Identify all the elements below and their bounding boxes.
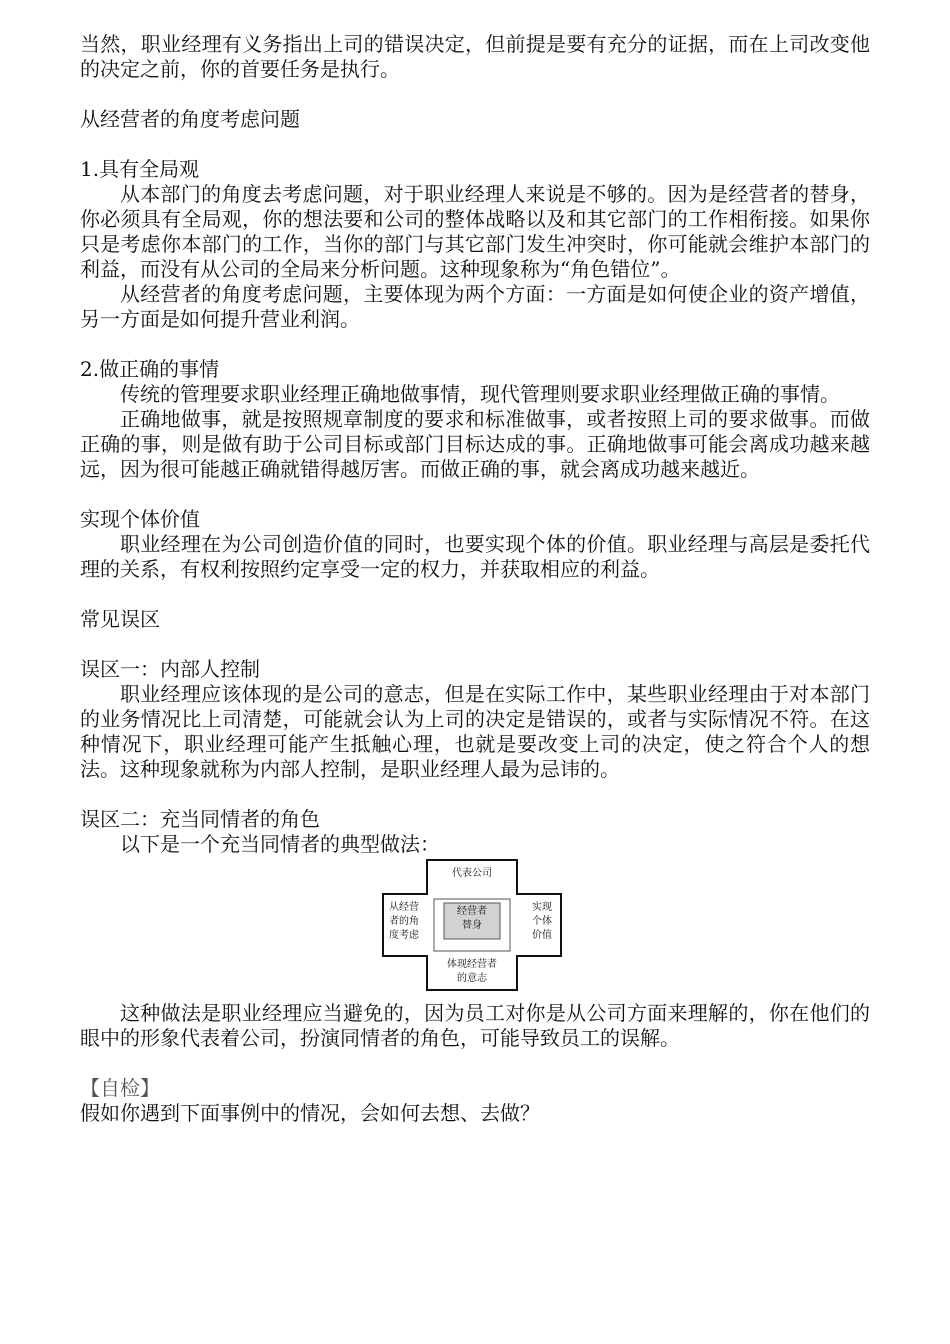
- selfcheck-question: 假如你遇到下面事例中的情况，会如何去想、去做？: [80, 1101, 540, 1125]
- heading-global-view: 1.具有全局观: [80, 157, 200, 181]
- heading-mistake-one: 误区一：内部人控制: [80, 657, 260, 681]
- document-page: [80, 32, 870, 1126]
- paragraph-execute-first: 当然，职业经理有义务指出上司的错误决定，但前提是要有充分的证据，而在上司改变他的决定之前，你的首要任务是执行。: [80, 32, 870, 81]
- paragraph-traditional-modern: 传统的管理要求职业经理正确地做事情，现代管理则要求职业经理做正确的事情。: [120, 382, 840, 406]
- diagram-top-label: 代表公司: [452, 868, 492, 879]
- diagram-left-label: 从经营 者的角 度考虑: [389, 902, 419, 941]
- paragraph-insider-control: 职业经理应该体现的是公司的意志，但是在实际工作中，某些职业经理由于对本部门的业务情况比上司清楚，可能就会认为上司的决定是错误的，或者与实际情况不符。在这种情况下，职业经理可能产生抵触心理，也就是要改变上司的决定，使之符合个人的想法。这种现象就称为内部人控制，是职业经理人最为忌讳的。: [80, 682, 870, 781]
- paragraph-asset-profit: 从经营者的角度考虑问题，主要体现为两个方面：一方面是如何使企业的资产增值，另一方面是如何提升营业利润。: [80, 282, 870, 331]
- paragraph-avoid-sympathizer: 这种做法是职业经理应当避免的，因为员工对你是从公司方面来理解的，你在他们的眼中的形象代表着公司，扮演同情者的角色，可能导致员工的误解。: [80, 1001, 870, 1050]
- paragraph-do-things-right: 正确地做事，就是按照规章制度的要求和标准做事，或者按照上司的要求做事。而做正确的事，则是做有助于公司目标或部门目标达成的事。正确地做事可能会离成功越来越远，因为很可能越正确就错得越厉害。而做正确的事，就会离成功越来越近。: [80, 407, 870, 481]
- paragraph-individual-value: 职业经理在为公司创造价值的同时，也要实现个体的价值。职业经理与高层是委托代理的关系，有权利按照约定享受一定的权力，并获取相应的利益。: [80, 532, 870, 581]
- heading-individual-value: 实现个体价值: [80, 507, 200, 531]
- heading-mistake-two: 误区二：充当同情者的角色: [80, 807, 320, 831]
- selfcheck-label: 【自检】: [80, 1076, 160, 1100]
- paragraph-sympathizer-intro: 以下是一个充当同情者的典型做法：: [120, 832, 440, 856]
- diagram-right-label: 实现 个体 价值: [532, 902, 552, 941]
- diagram-bottom-label: 体现经营者 的意志: [447, 959, 497, 984]
- role-cross-diagram: [382, 859, 562, 991]
- diagram-center-label: 经营者 替身: [457, 906, 487, 931]
- paragraph-global-view: 从本部门的角度去考虑问题，对于职业经理人来说是不够的。因为是经营者的替身，你必须具有全局观，你的想法要和公司的整体战略以及和其它部门的工作相衔接。如果你只是考虑你本部门的工作，当你的部门与其它部门发生冲突时，你可能就会维护本部门的利益，而没有从公司的全局来分析问题。这种现象称为“角色错位”。: [80, 182, 870, 281]
- heading-common-mistakes: 常见误区: [80, 607, 160, 631]
- heading-do-right-things: 2.做正确的事情: [80, 357, 220, 381]
- heading-operator-perspective: 从经营者的角度考虑问题: [80, 107, 300, 131]
